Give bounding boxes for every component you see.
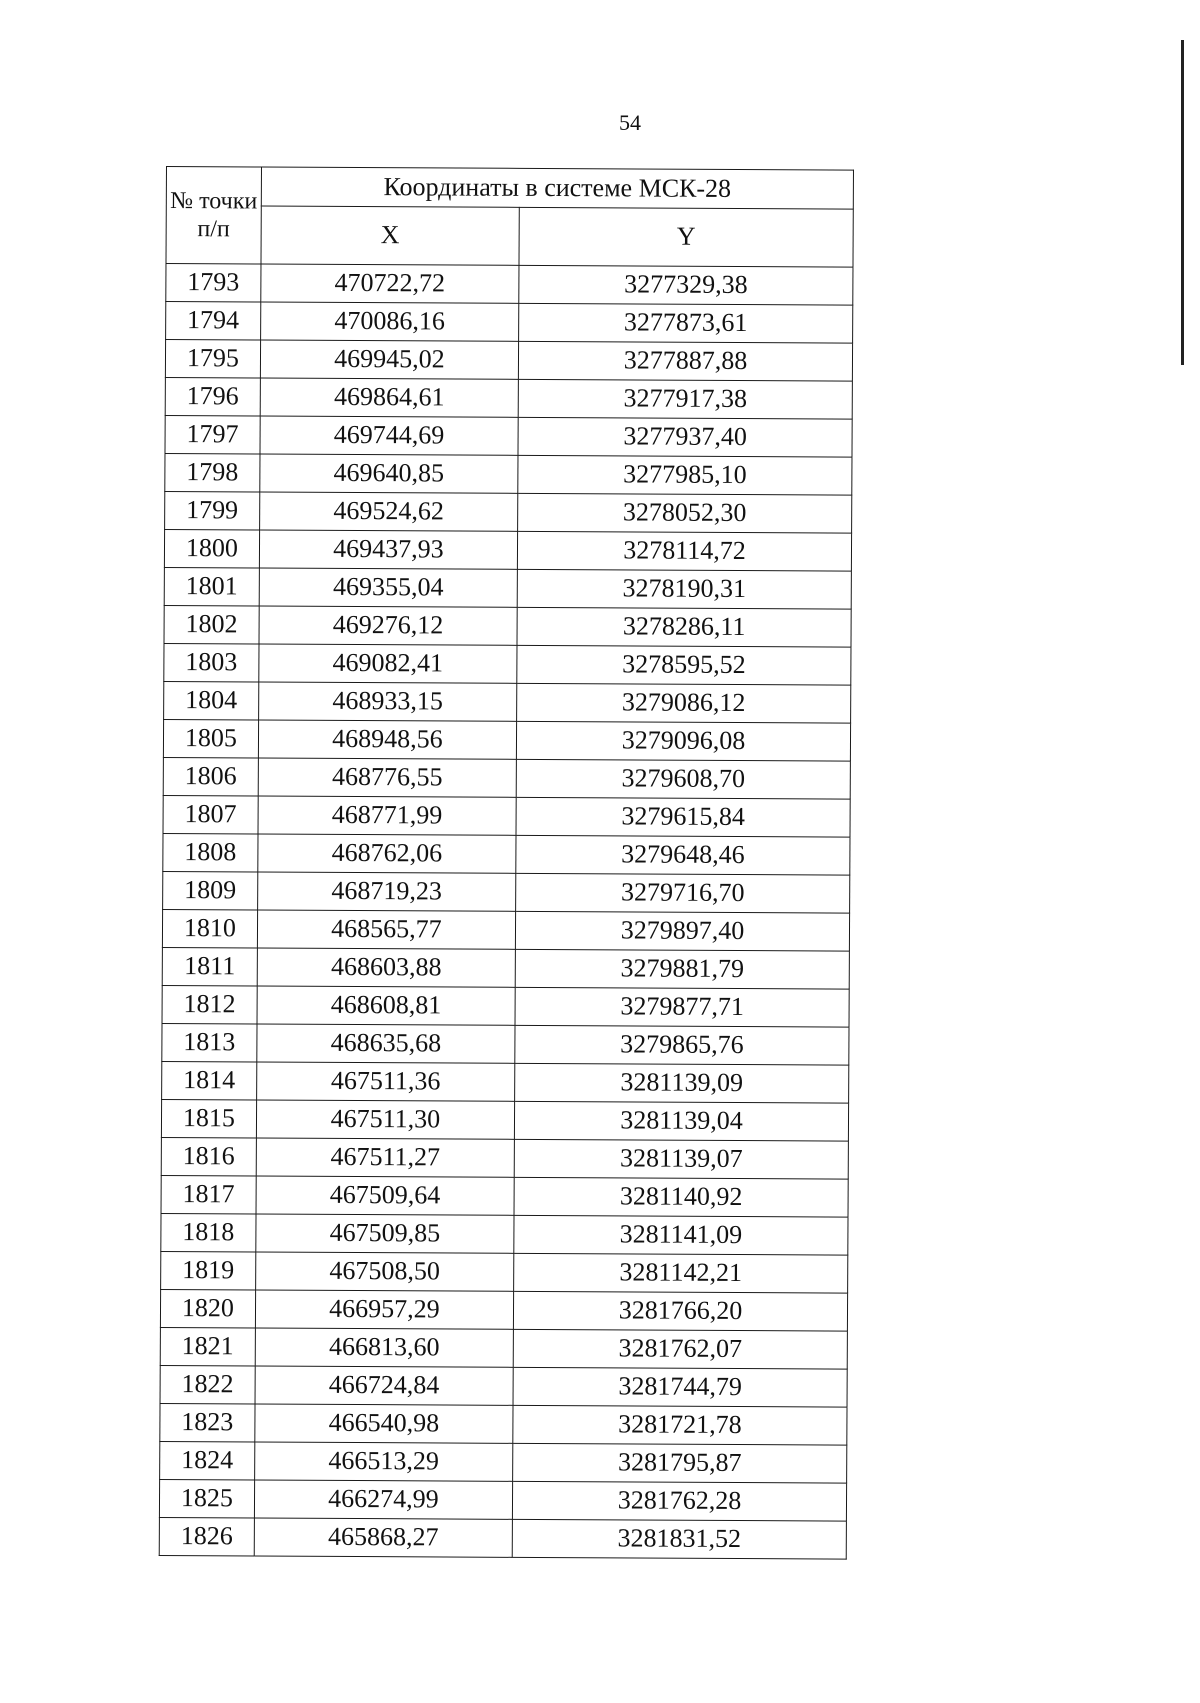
y-coordinate-cell: 3279648,46 xyxy=(516,835,850,875)
table-row xyxy=(163,719,850,761)
x-coordinate-cell: 469355,04 xyxy=(259,568,517,607)
x-coordinate-cell: 469945,02 xyxy=(260,340,518,379)
x-coordinate-cell: 468771,99 xyxy=(258,796,516,835)
x-coordinate-cell: 469744,69 xyxy=(260,416,518,455)
table-row xyxy=(166,302,853,344)
point-number-cell: 1795 xyxy=(165,340,260,378)
point-number-cell: 1794 xyxy=(166,302,261,340)
header-point-number: № точки п/п xyxy=(166,167,261,264)
x-coordinate-cell: 467511,30 xyxy=(256,1100,514,1139)
table-row xyxy=(160,1365,847,1407)
table-row xyxy=(159,1479,846,1521)
y-coordinate-cell: 3281795,87 xyxy=(513,1443,847,1483)
table-row xyxy=(159,1517,846,1559)
y-coordinate-cell: 3278595,52 xyxy=(517,645,851,685)
point-number-cell: 1802 xyxy=(164,605,259,643)
y-coordinate-cell: 3277937,40 xyxy=(518,417,852,457)
y-coordinate-cell: 3279615,84 xyxy=(516,797,850,837)
table-row xyxy=(164,681,851,723)
point-number-cell: 1820 xyxy=(160,1289,255,1327)
point-number-cell: 1825 xyxy=(159,1479,254,1517)
table-row xyxy=(164,567,851,609)
table-row xyxy=(160,1289,847,1331)
x-coordinate-cell: 466957,29 xyxy=(255,1290,513,1329)
point-number-cell: 1821 xyxy=(160,1327,255,1365)
y-coordinate-cell: 3279716,70 xyxy=(516,873,850,913)
y-coordinate-cell: 3281139,07 xyxy=(514,1139,848,1179)
x-coordinate-cell: 467509,64 xyxy=(256,1176,514,1215)
point-number-cell: 1823 xyxy=(160,1403,255,1441)
table-row xyxy=(162,1061,849,1103)
table-row xyxy=(164,529,851,571)
x-coordinate-cell: 466513,29 xyxy=(254,1442,512,1481)
y-coordinate-cell: 3281762,28 xyxy=(512,1481,846,1521)
point-number-cell: 1806 xyxy=(163,757,258,795)
table-row xyxy=(162,985,849,1027)
point-number-cell: 1815 xyxy=(161,1099,256,1137)
table-row xyxy=(163,795,850,837)
y-coordinate-cell: 3281762,07 xyxy=(513,1329,847,1369)
y-coordinate-cell: 3281142,21 xyxy=(514,1253,848,1293)
header-x: X xyxy=(261,206,520,265)
table-row xyxy=(160,1327,847,1369)
x-coordinate-cell: 470086,16 xyxy=(260,302,518,341)
x-coordinate-cell: 468608,81 xyxy=(257,986,515,1025)
point-number-cell: 1812 xyxy=(162,985,257,1023)
y-coordinate-cell: 3278286,11 xyxy=(517,607,851,647)
table-row xyxy=(161,1099,848,1141)
y-coordinate-cell: 3278114,72 xyxy=(517,531,851,571)
x-coordinate-cell: 468635,68 xyxy=(257,1024,515,1063)
table-row xyxy=(161,1137,848,1179)
y-coordinate-cell: 3277887,88 xyxy=(518,341,852,381)
table-row xyxy=(163,833,850,875)
table-row xyxy=(165,377,852,419)
y-coordinate-cell: 3277329,38 xyxy=(519,265,853,305)
table-row xyxy=(160,1441,847,1483)
x-coordinate-cell: 469082,41 xyxy=(259,644,517,683)
point-number-cell: 1824 xyxy=(160,1441,255,1479)
scan-edge-mark xyxy=(1181,40,1184,365)
x-coordinate-cell: 468948,56 xyxy=(258,720,516,759)
y-coordinate-cell: 3279096,08 xyxy=(516,721,850,761)
point-number-cell: 1814 xyxy=(162,1061,257,1099)
y-coordinate-cell: 3277873,61 xyxy=(519,303,853,343)
x-coordinate-cell: 468933,15 xyxy=(258,682,516,721)
y-coordinate-cell: 3279086,12 xyxy=(517,683,851,723)
point-number-cell: 1807 xyxy=(163,795,258,833)
table-row xyxy=(162,909,849,951)
point-number-cell: 1816 xyxy=(161,1137,256,1175)
point-number-cell: 1809 xyxy=(163,871,258,909)
x-coordinate-cell: 469640,85 xyxy=(260,454,518,493)
table-row xyxy=(162,947,849,989)
y-coordinate-cell: 3279881,79 xyxy=(515,949,849,989)
x-coordinate-cell: 468565,77 xyxy=(257,910,515,949)
table-row xyxy=(163,757,850,799)
table-row xyxy=(166,264,853,306)
x-coordinate-cell: 467508,50 xyxy=(255,1252,513,1291)
header-coordinates-title: Координаты в системе МСК-28 xyxy=(261,167,853,209)
table-row xyxy=(165,491,852,533)
y-coordinate-cell: 3277917,38 xyxy=(518,379,852,419)
coordinates-table xyxy=(159,166,854,1560)
table-row xyxy=(161,1175,848,1217)
y-coordinate-cell: 3281139,09 xyxy=(515,1063,849,1103)
table-row xyxy=(165,340,852,382)
x-coordinate-cell: 469524,62 xyxy=(259,492,517,531)
x-coordinate-cell: 467511,27 xyxy=(256,1138,514,1177)
y-coordinate-cell: 3279897,40 xyxy=(515,911,849,951)
point-number-cell: 1810 xyxy=(162,909,257,947)
x-coordinate-cell: 468719,23 xyxy=(257,872,515,911)
x-coordinate-cell: 466724,84 xyxy=(255,1366,513,1405)
x-coordinate-cell: 470722,72 xyxy=(261,264,519,303)
header-y: Y xyxy=(519,207,853,267)
point-number-cell: 1796 xyxy=(165,377,260,415)
point-number-cell: 1793 xyxy=(166,264,261,302)
point-number-cell: 1803 xyxy=(164,643,259,681)
x-coordinate-cell: 466540,98 xyxy=(255,1404,513,1443)
page-number: 54 xyxy=(619,110,641,135)
table-row xyxy=(165,415,852,457)
y-coordinate-cell: 3281831,52 xyxy=(512,1519,846,1559)
point-number-cell: 1800 xyxy=(164,529,259,567)
y-coordinate-cell: 3278190,31 xyxy=(517,569,851,609)
y-coordinate-cell: 3278052,30 xyxy=(518,493,852,533)
x-coordinate-cell: 468776,55 xyxy=(258,758,516,797)
x-coordinate-cell: 468762,06 xyxy=(258,834,516,873)
x-coordinate-cell: 466813,60 xyxy=(255,1328,513,1367)
y-coordinate-cell: 3277985,10 xyxy=(518,455,852,495)
y-coordinate-cell: 3281721,78 xyxy=(513,1405,847,1445)
point-number-cell: 1811 xyxy=(162,947,257,985)
y-coordinate-cell: 3281140,92 xyxy=(514,1177,848,1217)
table-row xyxy=(162,1023,849,1065)
point-number-cell: 1801 xyxy=(164,567,259,605)
y-coordinate-cell: 3281744,79 xyxy=(513,1367,847,1407)
y-coordinate-cell: 3281766,20 xyxy=(513,1291,847,1331)
table-row xyxy=(161,1213,848,1255)
point-number-cell: 1808 xyxy=(163,833,258,871)
x-coordinate-cell: 466274,99 xyxy=(254,1480,512,1519)
x-coordinate-cell: 469864,61 xyxy=(260,378,518,417)
x-coordinate-cell: 468603,88 xyxy=(257,948,515,987)
point-number-cell: 1817 xyxy=(161,1175,256,1213)
y-coordinate-cell: 3281141,09 xyxy=(514,1215,848,1255)
table-row xyxy=(165,453,852,495)
point-number-cell: 1804 xyxy=(164,681,259,719)
point-number-cell: 1819 xyxy=(161,1251,256,1289)
x-coordinate-cell: 465868,27 xyxy=(254,1518,512,1557)
y-coordinate-cell: 3281139,04 xyxy=(514,1101,848,1141)
y-coordinate-cell: 3279877,71 xyxy=(515,987,849,1027)
point-number-cell: 1798 xyxy=(165,453,260,491)
table-row xyxy=(161,1251,848,1293)
y-coordinate-cell: 3279865,76 xyxy=(515,1025,849,1065)
table-body xyxy=(159,264,853,1560)
point-number-cell: 1813 xyxy=(162,1023,257,1061)
x-coordinate-cell: 469437,93 xyxy=(259,530,517,569)
x-coordinate-cell: 467509,85 xyxy=(256,1214,514,1253)
point-number-cell: 1818 xyxy=(161,1213,256,1251)
table-row xyxy=(160,1403,847,1445)
y-coordinate-cell: 3279608,70 xyxy=(516,759,850,799)
point-number-cell: 1797 xyxy=(165,415,260,453)
table-row xyxy=(164,643,851,685)
point-number-cell: 1822 xyxy=(160,1365,255,1403)
point-number-cell: 1799 xyxy=(165,491,260,529)
table-row xyxy=(164,605,851,647)
x-coordinate-cell: 467511,36 xyxy=(256,1062,514,1101)
x-coordinate-cell: 469276,12 xyxy=(259,606,517,645)
table-row xyxy=(163,871,850,913)
point-number-cell: 1805 xyxy=(163,719,258,757)
point-number-cell: 1826 xyxy=(159,1517,254,1555)
